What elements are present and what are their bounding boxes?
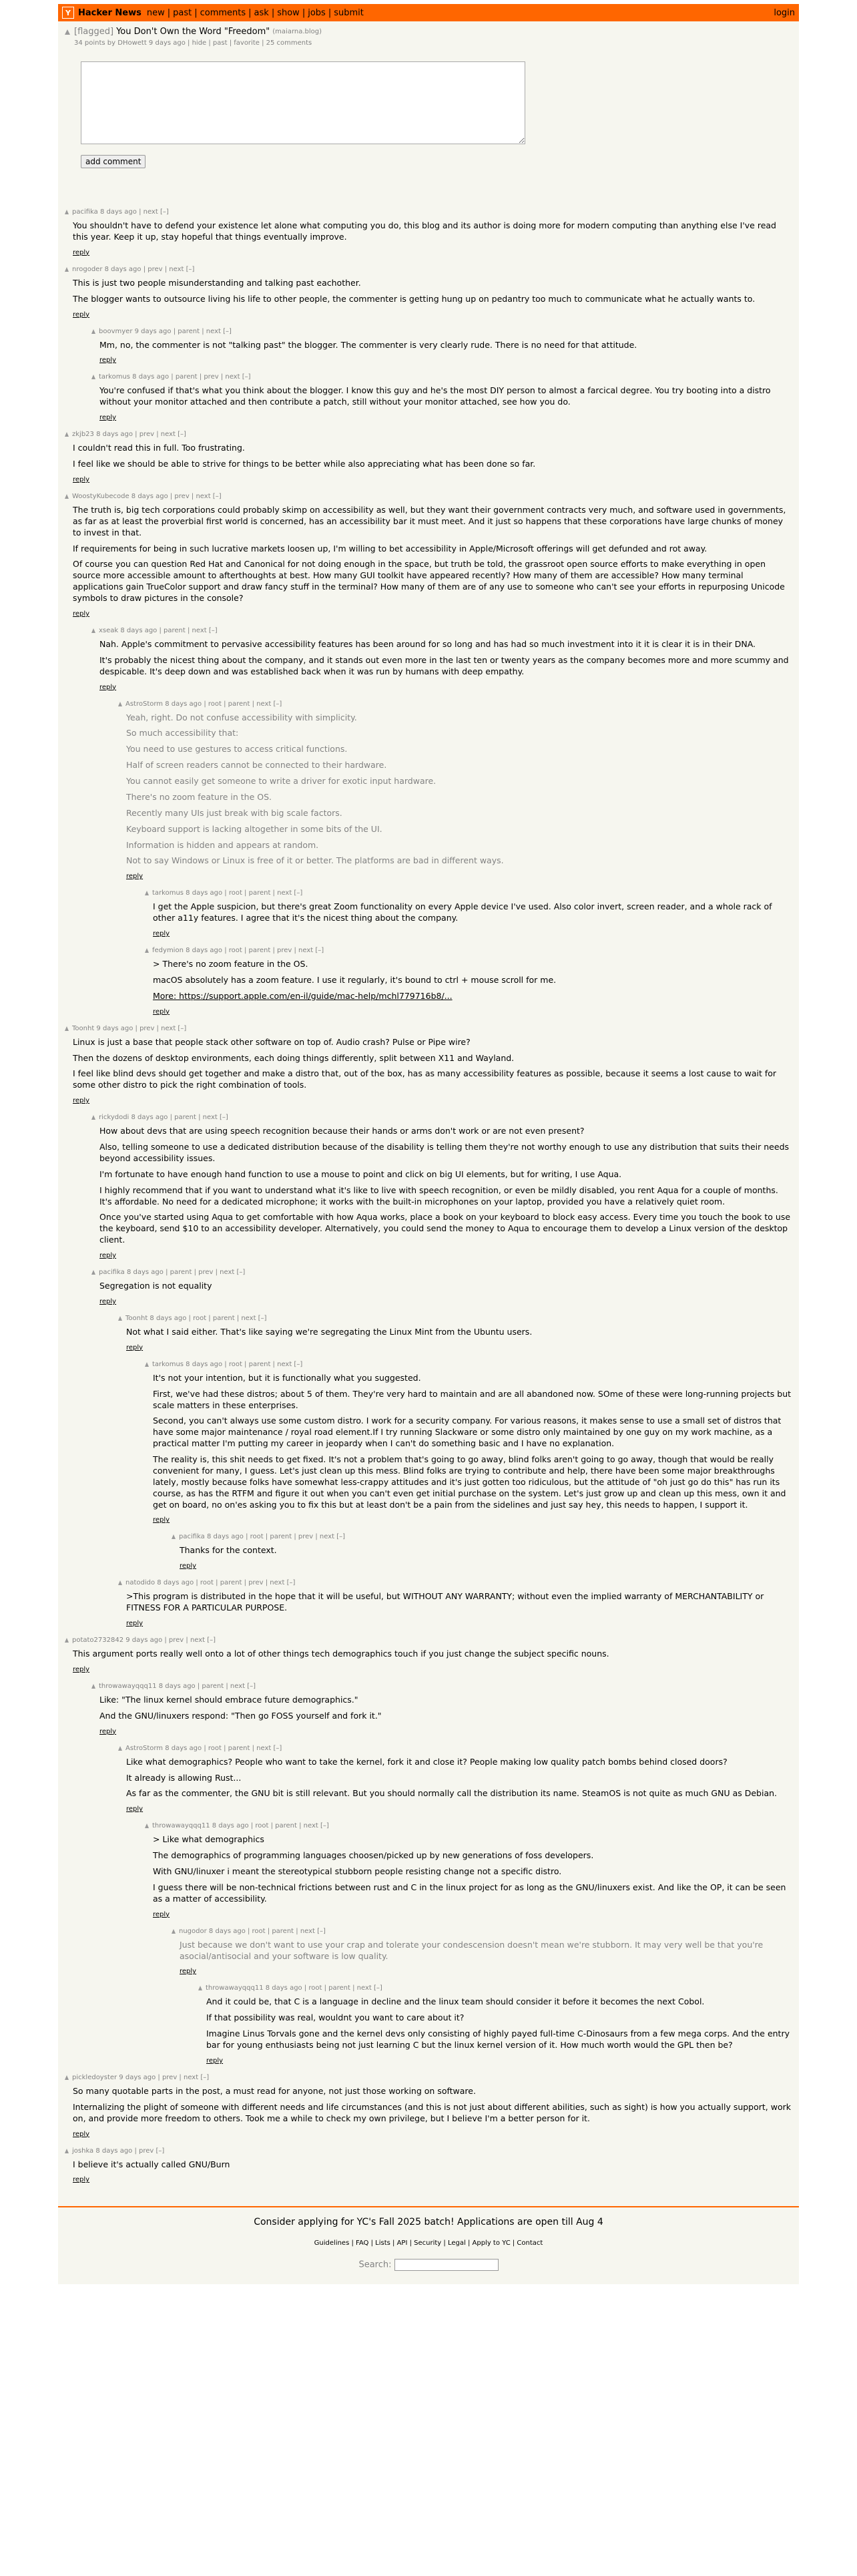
nav-link-show[interactable]: show xyxy=(277,7,300,18)
upvote-arrow-icon[interactable] xyxy=(145,1362,149,1367)
upvote-arrow-icon[interactable] xyxy=(118,1580,122,1585)
nav-separator: | xyxy=(328,7,332,18)
flagged-label: [flagged] xyxy=(74,27,114,37)
comment-body xyxy=(73,220,792,243)
comment-paragraph: If requirements for being in such lucrative markets loosen up, I'm willing to bet accessibility in Apple/Microsoft offerings will get defunded and rot away. xyxy=(73,543,707,554)
comment-paragraph: Keyboard support is lacking altogether in some bits of the UI. xyxy=(126,823,382,834)
reply-link[interactable]: reply xyxy=(73,2176,90,2184)
upvote-arrow-icon[interactable] xyxy=(145,948,149,953)
comment-paragraph: Once you've started using Aqua to get comfortable with how Aqua works, place a book on your keyboard to block easy access. Every time you touch the book to use the keyboard, send $10 to an accessibility developer. Alternatively, you could send the money to Aqua to encourage them to develop a Linux version of the desktop client. xyxy=(99,1212,791,1245)
footer-link[interactable]: FAQ xyxy=(356,2239,369,2247)
comment-paragraph: Mm, no, the commenter is not "talking past" the blogger. The commenter is very clearly rude. There is no need for that attitude. xyxy=(99,339,637,350)
comment-body xyxy=(73,443,792,470)
comment-body xyxy=(99,1126,792,1246)
comment-body xyxy=(99,1281,792,1292)
upvote-arrow-icon[interactable] xyxy=(145,1823,149,1828)
comment xyxy=(118,1315,792,1351)
comment-paragraph: Second, you can't always use some custom distro. I work for a security company. For various reasons, it makes sense to use a small set of distros that have some major maintenance / royal road element.If I try running Slackware or some distro only maintained by one guy on my work machine, as a practical matter I'm putting my career in jeopardy when I can't do something basic and I have no explanation. xyxy=(153,1416,782,1449)
comment-paragraph: Recently many UIs just break with big scale factors. xyxy=(126,807,342,818)
nav-separator: | xyxy=(194,7,198,18)
comment-paragraph: Then the dozens of desktop environments, each doing things differently, split between X11 and Wayland. xyxy=(73,1052,515,1063)
comment-meta[interactable]: joshka 8 days ago | prev [–] xyxy=(72,2147,165,2155)
comment-meta[interactable]: WoostyKubecode 8 days ago | prev | next [–] xyxy=(72,492,222,500)
comment-form xyxy=(81,61,792,168)
comment-paragraph: Also, telling someone to use a dedicated distribution because of the disability is telling them they're not worthy enough to use any distribution that suits their needs beyond accessibility issues. xyxy=(99,1142,790,1163)
reply-link[interactable]: reply xyxy=(99,683,117,691)
comment xyxy=(198,1984,792,2065)
comment-meta[interactable]: potato2732842 9 days ago | prev | next [–] xyxy=(72,1637,216,1644)
reply-link[interactable]: reply xyxy=(99,357,117,365)
comment-meta[interactable]: fedymion 8 days ago | root | parent | prev | next [–] xyxy=(152,947,324,954)
comment-meta[interactable]: tarkomus 8 days ago | parent | prev | next [–] xyxy=(99,373,251,381)
upvote-arrow-icon[interactable] xyxy=(172,1929,176,1934)
upvote-arrow-icon[interactable] xyxy=(65,29,70,35)
nav-link-new[interactable]: new xyxy=(146,7,165,18)
reply-link[interactable]: reply xyxy=(73,1097,90,1105)
comment-meta[interactable]: zkjb23 8 days ago | prev | next [–] xyxy=(72,431,186,439)
comment xyxy=(172,1533,792,1570)
comment-meta[interactable]: throwawayqqq11 8 days ago | root | parent | next [–] xyxy=(152,1822,329,1830)
footer-separator: | xyxy=(510,2239,517,2247)
footer-separator: | xyxy=(441,2239,448,2247)
nav-separator: | xyxy=(271,7,275,18)
upvote-arrow-icon[interactable] xyxy=(91,628,95,633)
comment-meta[interactable]: rickydodi 8 days ago | parent | next [–] xyxy=(99,1114,228,1122)
story-item xyxy=(58,21,799,168)
comment xyxy=(145,889,792,937)
reply-link[interactable]: reply xyxy=(73,610,90,618)
comment-paragraph: So much accessibility that: xyxy=(126,728,239,738)
comment-body xyxy=(126,1591,792,1614)
comment-paragraph: Not what I said either. That's like saying we're segregating the Linux Mint from the Ubuntu users. xyxy=(126,1326,533,1337)
upvote-arrow-icon[interactable] xyxy=(172,1534,176,1539)
footer-link[interactable]: API xyxy=(396,2239,408,2247)
comment-body xyxy=(153,1834,792,1904)
comment-paragraph: Of course you can question Red Hat and Canonical for not doing enough in the space, but truth be told, the grassroot open source efforts to make everything in open source more accessible amount to afterthoughts at best. How many GUI toolkit have appeared recently? How many of them are accessible? How many terminal applications gain TrueColor support and draw fancy stuff in the terminal? How many of them are of any use to someone who can't see your efforts in repurposing Unicode symbols to draw pictures in the console? xyxy=(73,559,785,603)
yc-apply-banner[interactable]: Consider applying for YC's Fall 2025 batch! Applications are open till Aug 4 xyxy=(254,2217,603,2228)
story-subtext[interactable]: 34 points by DHowett 9 days ago | hide | past | favorite | 25 comments xyxy=(74,39,312,47)
comment-body xyxy=(73,505,792,604)
reply-link[interactable]: reply xyxy=(99,1252,117,1259)
comment-paragraph: The reality is, this shit needs to get fixed. It's not a problem that's going to go away, blind folks aren't going to go away, though that would be really convenient for many, I guess. Let's just clean up this mess. Blind folks are trying to contribute and help, there have been some major breakthroughs lately, mostly because folks have somewhat less-crappy attitudes and it's just gotten too ridiculous, but the attitude of "oh just go do this" has run its course, as has the RTFM and figure it out when you can't even get initial purchase on the system. Let's just grow up and clean up this mess, own it and get on board, no on'es asking you to fix this but at least don't be a pain from the sidelines and just say hey, this needs to happen, I support it. xyxy=(153,1454,786,1510)
comment-paragraph: You're confused if that's what you think about the blogger. I know this guy and he's the most DIY person to almost a farcical degree. You try booting into a distro without your monitor attached and then contribute a patch, still without your monitor attached, see how you do. xyxy=(99,385,771,407)
reply-link[interactable]: reply xyxy=(99,1297,117,1305)
comment-paragraph: Segregation is not equality xyxy=(99,1281,212,1291)
comment-body xyxy=(153,959,792,1002)
reply-link[interactable]: reply xyxy=(153,1910,170,1918)
upvote-arrow-icon[interactable] xyxy=(198,1986,202,1990)
search-label: Search: xyxy=(358,2260,392,2270)
upvote-arrow-icon[interactable] xyxy=(91,329,95,334)
comment-meta[interactable]: AstroStorm 8 days ago | root | parent | next [–] xyxy=(125,1744,282,1752)
story-title-link[interactable]: You Don't Own the Word "Freedom" xyxy=(116,27,270,37)
footer-separator: | xyxy=(465,2239,473,2247)
comment-body xyxy=(126,1757,792,1800)
comment-paragraph: There's no zoom feature in the OS. xyxy=(126,791,272,802)
comment-paragraph: Not to say Windows or Linux is free of it or better. The platforms are bad in different ways. xyxy=(126,855,504,866)
reply-link[interactable]: reply xyxy=(73,310,90,318)
comment-paragraph: It's probably the nicest thing about the company, and it stands out even more in the last ten or twenty years as the company becomes more and more scummy and despicable. It's deep down and was established back when it was run by humans with deep empathy. xyxy=(99,654,789,676)
footer-link[interactable]: Legal xyxy=(447,2239,466,2247)
add-comment-button[interactable]: add comment xyxy=(81,155,146,168)
comment-paragraph: This argument ports really well onto a lot of other things tech demographics touch if you just change the subject specific nouns. xyxy=(73,1649,609,1659)
comment-meta[interactable]: pickledoyster 9 days ago | prev | next [–] xyxy=(72,2073,210,2081)
comment-paragraph: Linux is just a base that people stack other software on top of. Audio crash? Pulse or Pipe wire? xyxy=(73,1036,471,1047)
comment-paragraph: I couldn't read this in full. Too frustrating. xyxy=(73,443,245,453)
reply-link[interactable]: reply xyxy=(73,2130,90,2138)
upvote-arrow-icon[interactable] xyxy=(145,891,149,895)
reply-link[interactable]: reply xyxy=(126,873,144,881)
reply-link[interactable]: reply xyxy=(206,2057,224,2065)
comment-paragraph: If that possibility was real, wouldnt you want to care about it? xyxy=(206,2012,465,2023)
comment-meta[interactable]: nugodor 8 days ago | root | parent | next [–] xyxy=(179,1927,326,1935)
comment xyxy=(91,1114,792,1259)
footer-link[interactable]: Security xyxy=(414,2239,442,2247)
reply-link[interactable]: reply xyxy=(153,930,170,937)
comment xyxy=(65,266,792,318)
comment-meta[interactable]: pacifika 8 days ago | parent | prev | next [–] xyxy=(99,1269,246,1276)
upvote-arrow-icon[interactable] xyxy=(65,1638,69,1643)
reply-link[interactable]: reply xyxy=(180,1562,197,1570)
reply-link[interactable]: reply xyxy=(153,1516,170,1524)
comment-paragraph: Like what demographics? People who want to take the kernel, fork it and close it? People making low quality patch bombs behind closed doors? xyxy=(126,1756,728,1767)
comment-link[interactable]: More: https://support.apple.com/en-il/guide/mac-help/mchl779716b8/... xyxy=(153,990,453,1001)
comment-body xyxy=(73,2086,792,2125)
comment-body xyxy=(206,1996,792,2051)
comment-paragraph: Nah. Apple's commitment to pervasive accessibility features has been around for so long and has had so much investment into it it is clear it is in their DNA. xyxy=(99,638,756,649)
comment xyxy=(145,947,792,1016)
reply-link[interactable]: reply xyxy=(99,1727,117,1735)
footer xyxy=(58,2206,799,2271)
comment-body xyxy=(73,1649,792,1660)
comment-body xyxy=(73,278,792,305)
comment-paragraph: > Like what demographics xyxy=(153,1834,264,1845)
comment-paragraph: macOS absolutely has a zoom feature. I use it regularly, it's bound to ctrl + mouse scroll for me. xyxy=(153,974,557,985)
comment-paragraph: Yeah, right. Do not confuse accessibility with simplicity. xyxy=(126,712,357,722)
upvote-arrow-icon[interactable] xyxy=(65,2075,69,2080)
comment xyxy=(118,700,792,881)
upvote-arrow-icon[interactable] xyxy=(91,1270,95,1275)
comment-meta[interactable]: boovmyer 9 days ago | parent | next [–] xyxy=(99,327,232,335)
comment-paragraph: I'm fortunate to have enough hand function to use a mouse to point and click on big UI elements, but for writing, I use Aqua. xyxy=(99,1168,622,1179)
comment xyxy=(118,1745,792,1813)
upvote-arrow-icon[interactable] xyxy=(91,1684,95,1689)
footer-separator: | xyxy=(368,2239,376,2247)
comment xyxy=(91,627,792,691)
upvote-arrow-icon[interactable] xyxy=(65,1026,69,1031)
comment-paragraph: It's not your intention, but it is functionally what you suggested. xyxy=(153,1372,421,1383)
comment-meta[interactable]: throwawayqqq11 8 days ago | parent | next [–] xyxy=(99,1682,256,1690)
login-link[interactable]: login xyxy=(774,7,795,18)
footer-link[interactable]: Lists xyxy=(375,2239,390,2247)
comment xyxy=(145,1361,792,1524)
nav-link-submit[interactable]: submit xyxy=(334,7,364,18)
comment-paragraph: I highly recommend that if you want to understand what it's like to live with speech recognition, or even be mildly disabled, you rent Aqua for a couple of months. It's affordable. No need for a dedicated microphone; it works with the built-in microphones on your laptop, provided you have a relatively quiet room. xyxy=(99,1185,778,1207)
comment-body xyxy=(99,639,792,678)
comment xyxy=(65,1025,792,1105)
reply-link[interactable]: reply xyxy=(126,1620,144,1627)
upvote-arrow-icon[interactable] xyxy=(65,2149,69,2153)
upvote-arrow-icon[interactable] xyxy=(118,1316,122,1321)
reply-link[interactable]: reply xyxy=(126,1343,144,1351)
comment-tree xyxy=(58,208,799,2183)
comment-paragraph: I feel like blind devs should get together and make a distro that, out of the box, has as many accessibility features as possible, because it seems a lost cause to wait for some other distro to pick the right combination of tools. xyxy=(73,1068,777,1090)
search-input[interactable] xyxy=(394,2259,499,2271)
comment-paragraph: So many quotable parts in the post, a must read for anyone, not just those working on software. xyxy=(73,2085,476,2096)
comment-paragraph: > There's no zoom feature in the OS. xyxy=(153,959,308,969)
nav-links xyxy=(147,8,364,18)
upvote-arrow-icon[interactable] xyxy=(65,210,69,214)
comment-body xyxy=(180,1545,792,1556)
comment-paragraph: With GNU/linuxer i meant the stereotypical stubborn people resisting change not a specific distro. xyxy=(153,1866,562,1876)
footer-link[interactable]: Apply to YC xyxy=(472,2239,511,2247)
comment xyxy=(172,1928,792,1976)
comment-meta[interactable]: AstroStorm 8 days ago | root | parent | next [–] xyxy=(125,700,282,708)
top-bar xyxy=(58,4,799,21)
nav-separator: | xyxy=(167,7,171,18)
upvote-arrow-icon[interactable] xyxy=(118,702,122,706)
comment xyxy=(145,1822,792,1918)
comment-paragraph: First, we've had these distros; about 5 of them. They're very hard to maintain and are all abandoned now. SOme of these were long-running projects but scale matters in these enterprises. xyxy=(153,1388,792,1410)
comment-paragraph: Half of screen readers cannot be connected to their hardware. xyxy=(126,760,387,771)
nav-link-comments[interactable]: comments xyxy=(200,7,246,18)
nav-separator: | xyxy=(302,7,306,18)
reply-link[interactable]: reply xyxy=(73,1665,90,1673)
comment-paragraph: I get the Apple suspicion, but there's great Zoom functionality on every Apple device I've used. Also color invert, screen reader, and a whole rack of other a11y features. I agree that it's the nicest thing about the company. xyxy=(153,901,772,923)
comment-paragraph: The blogger wants to outsource living his life to other people, the commenter is getting hung up on pedantry too much to communicate what he actually wants to. xyxy=(73,293,756,304)
comment-meta[interactable]: tarkomus 8 days ago | root | parent | next [–] xyxy=(152,889,303,897)
comment-paragraph: It already is allowing Rust... xyxy=(126,1772,242,1783)
comment-paragraph: As far as the commenter, the GNU bit is still relevant. But you should normally call the distribution its name. SteamOS is not quite as much GNU as Debian. xyxy=(126,1788,777,1799)
reply-link[interactable]: reply xyxy=(153,1008,170,1016)
comment-meta[interactable]: xseak 8 days ago | parent | next [–] xyxy=(99,626,218,634)
comment-body xyxy=(73,1037,792,1092)
comment xyxy=(65,2074,792,2138)
reply-link[interactable]: reply xyxy=(73,248,90,256)
footer-link[interactable]: Guidelines xyxy=(314,2239,350,2247)
comment-paragraph: Just because we don't want to use your crap and tolerate your condescension doesn't mean we're stubborn. It may very well be that you're asocial/antisocial and your software is low quality. xyxy=(180,1939,764,1961)
nav-link-jobs[interactable]: jobs xyxy=(308,7,326,18)
upvote-arrow-icon[interactable] xyxy=(91,375,95,379)
nav-link-past[interactable]: past xyxy=(173,7,192,18)
comment-paragraph: You cannot easily get someone to write a driver for exotic input hardware. xyxy=(126,776,437,786)
comment-paragraph: You need to use gestures to access critical functions. xyxy=(126,744,348,755)
comment xyxy=(65,493,792,618)
comment xyxy=(91,328,792,365)
comment-meta[interactable]: Toonht 9 days ago | prev | next [–] xyxy=(72,1024,187,1032)
footer-link[interactable]: Contact xyxy=(517,2239,543,2247)
comment-paragraph: Imagine Linus Torvals gone and the kernel devs only consisting of highly payed full-time C-Dinosaurs from a few mega corps. And the entry bar for young enthusiasts being not just learning C but the linux kernel version of it. How much worth would the GPL then be? xyxy=(206,2028,790,2050)
comment-body xyxy=(126,712,792,867)
comment xyxy=(91,1269,792,1305)
upvote-arrow-icon[interactable] xyxy=(65,494,69,499)
reply-link[interactable]: reply xyxy=(180,1968,197,1976)
comment xyxy=(65,431,792,483)
comment-meta[interactable]: natodido 8 days ago | root | parent | prev | next [–] xyxy=(125,1579,296,1587)
comment-paragraph: >This program is distributed in the hope that it will be useful, but WITHOUT ANY WARRANTY; without even the implied warranty of MERCHANTABILITY or FITNESS FOR A PARTICULAR PURPOSE. xyxy=(126,1591,764,1613)
comment-textarea[interactable] xyxy=(81,61,525,144)
footer-links xyxy=(58,2239,799,2247)
comment-body xyxy=(180,1940,792,1962)
footer-separator: | xyxy=(349,2239,356,2247)
comment-meta[interactable]: tarkomus 8 days ago | root | parent | next [–] xyxy=(152,1360,303,1368)
page-container xyxy=(58,4,799,2284)
comment-body xyxy=(126,1327,792,1338)
reply-link[interactable]: reply xyxy=(73,475,90,483)
search-box xyxy=(58,2259,799,2271)
comment-paragraph: Thanks for the context. xyxy=(180,1545,277,1556)
comment xyxy=(65,2147,792,2184)
comment xyxy=(65,1637,792,1673)
comment-paragraph: I feel like we should be able to strive for things to be better while also appreciating what has been done so far. xyxy=(73,459,536,469)
comment-paragraph: This is just two people misunderstanding and talking past eachother. xyxy=(73,277,361,288)
nav-separator: | xyxy=(248,7,252,18)
comment-body xyxy=(99,340,792,351)
site-name-link[interactable]: Hacker News xyxy=(78,7,141,18)
nav-link-ask[interactable]: ask xyxy=(254,7,269,18)
y-logo-icon[interactable]: Y xyxy=(62,7,74,19)
upvote-arrow-icon[interactable] xyxy=(91,1115,95,1120)
comment-meta[interactable]: nrogoder 8 days ago | prev | next [–] xyxy=(72,265,195,273)
comment-meta[interactable]: pacifika 8 days ago | next [–] xyxy=(72,208,169,216)
comment-meta[interactable]: throwawayqqq11 8 days ago | root | parent | next [–] xyxy=(206,1984,382,1992)
comment-body xyxy=(153,1373,792,1511)
comment-meta[interactable]: pacifika 8 days ago | root | parent | prev | next [–] xyxy=(179,1533,346,1541)
reply-link[interactable]: reply xyxy=(126,1805,144,1813)
comment xyxy=(91,1683,792,1735)
comment-paragraph: Like: "The linux kernel should embrace future demographics." xyxy=(99,1694,358,1705)
comment-body xyxy=(73,2159,792,2171)
footer-separator: | xyxy=(407,2239,414,2247)
comment xyxy=(91,373,792,421)
comment-body xyxy=(99,1695,792,1722)
comment-paragraph: You shouldn't have to defend your existence let alone what computing you do, this blog and its author is doing more for modern computing than anything else I've read this year. Keep it up, stay hopeful that things eventually improve. xyxy=(73,220,776,242)
comment-paragraph: How about devs that are using speech recognition because their hands or arms don't work or are not even present? xyxy=(99,1126,585,1136)
upvote-arrow-icon[interactable] xyxy=(118,1746,122,1751)
reply-link[interactable]: reply xyxy=(99,414,117,422)
comment-paragraph: I guess there will be non-technical frictions between rust and C in the linux project for as long as the GNU/linuxers exist. And like the OP, it can be seen as a matter of accessibility. xyxy=(153,1882,786,1904)
comment-body xyxy=(99,385,792,408)
comment-paragraph: And it could be, that C is a language in decline and the linux team should consider it before it becomes the next Cobol. xyxy=(206,1996,705,2007)
comment xyxy=(118,1579,792,1627)
comment-paragraph: And the GNU/linuxers respond: "Then go FOSS yourself and fork it." xyxy=(99,1710,382,1721)
upvote-arrow-icon[interactable] xyxy=(65,432,69,437)
story-site[interactable]: (maiarna.blog) xyxy=(272,28,322,35)
comment-paragraph: I believe it's actually called GNU/Burn xyxy=(73,2159,230,2169)
footer-separator: | xyxy=(390,2239,397,2247)
comment-body xyxy=(153,901,792,924)
upvote-arrow-icon[interactable] xyxy=(65,267,69,272)
comment xyxy=(65,208,792,256)
comment-paragraph: Internalizing the plight of someone with different needs and life circumstances (and this is not just about different abilities, such as sight) is how you actually support, work on, and provide more freedom to others. Took me a while to check my own privilege, but I believe I'm a better person for it. xyxy=(73,2101,792,2123)
comment-paragraph: Information is hidden and appears at random. xyxy=(126,839,319,850)
comment-paragraph: The demographics of programming languages choosen/picked up by new generations of foss developers. xyxy=(153,1850,594,1861)
comment-paragraph: The truth is, big tech corporations could probably skimp on accessibility as well, but they want their government contracts very much, and software used in governments, as far as at least the proverbial first world is concerned, has an accessibility bar it must meet. And it just so happens that these corporations have large chunks of money to invest in that. xyxy=(73,504,786,538)
comment-meta[interactable]: Toonht 8 days ago | root | parent | next [–] xyxy=(125,1314,267,1322)
